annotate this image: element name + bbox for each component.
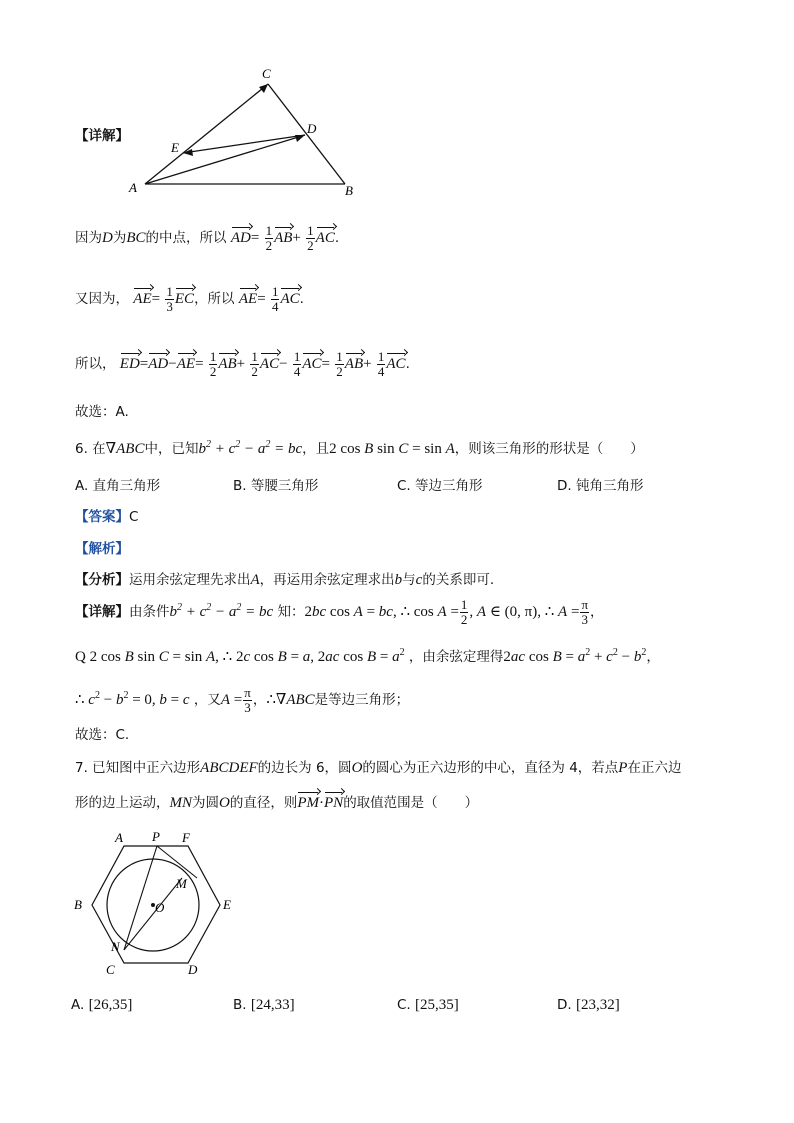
q6-option-d: D. 钝角三角形: [557, 478, 644, 494]
fig2-label-P: P: [152, 829, 160, 844]
q6-choice: 故选：C.: [75, 727, 130, 743]
q6-stem: 6. 在∇ABC中，已知$b^2 + c^2 - a^2$ = bc，且2 cos B sin C = sin A，则该三角形的形状是（ ）: [75, 439, 644, 457]
detail-line-1: 因为D为BC的中点，所以 AD= $\frac{1}{2}$ AB+ $\frac{1}{2}$ AC.: [75, 223, 340, 253]
q6-option-a: A. 直角三角形: [75, 478, 161, 494]
fig2-label-E: E: [223, 897, 231, 912]
q6-xiangjie-line-3: ∴ $c^2 - b^2 = 0$, b = c ，又A = $\frac{\pi}{3}$ ，∴∇ABC是等边三角形；: [75, 685, 410, 715]
detail-line-2: 又因为， AE= $\frac{1}{3}$ EC，所以 AE= $\frac{1}{4}$ AC.: [75, 284, 304, 314]
q7-option-c: C. [25,35]: [397, 997, 459, 1013]
fig2-label-M: M: [176, 876, 187, 891]
fig1-label-B: B: [345, 183, 353, 198]
fig2-label-A: A: [115, 830, 123, 845]
q6-analysis-label: 【解析】: [75, 541, 129, 557]
detail-label: 【详解】: [75, 128, 129, 144]
q6-option-b: B. 等腰三角形: [233, 478, 319, 494]
fig1-label-C: C: [262, 66, 271, 81]
q6-xiangjie-line-1: 【详解】由条件$b^2 + c^2 - a^2$ = bc 知：2bc cos A = bc, ∴ cos A = $\frac{1}{2}$ , A ∈ (0, π), ∴ A = $\frac{\pi}{3}$ ，: [75, 597, 604, 627]
q6-option-c: C. 等边三角形: [397, 478, 483, 494]
triangle-figure: [125, 62, 365, 202]
q7-stem-line-1: 7. 已知图中正六边形ABCDEF的边长为 6，圆O的圆心为正六边形的中心，直径为 4，若点P在正六边: [75, 760, 682, 776]
fig1-label-A: A: [129, 180, 137, 195]
q6-xiangjie-line-2: Q 2 cos B sin C = sin A, ∴ 2c cos B = a, 2ac $\cos B = a^2$ ，由余弦定理得2ac $\cos B = a^2 + c^2 - b^2$，: [75, 647, 660, 665]
fig2-label-F: F: [182, 830, 190, 845]
q7-option-b: B. [24,33]: [233, 997, 295, 1013]
q7-option-d: D. [23,32]: [557, 997, 620, 1013]
fig2-label-O: O: [155, 900, 165, 915]
q7-stem-line-2: 形的边上运动，MN为圆O的直径，则PM·PN的取值范围是（ ）: [75, 795, 479, 811]
fig2-label-B: B: [74, 897, 82, 912]
choice-5: 故选：A.: [75, 404, 129, 420]
q6-fenxi: 【分析】运用余弦定理先求出A，再运用余弦定理求出b与c的关系即可.: [75, 572, 495, 588]
detail-line-3: 所以， ED=AD−AE= $\frac{1}{2}$ AB+ $\frac{1}{2}$ AC− $\frac{1}{4}$ AC= $\frac{1}{2}$ AB+ $\frac{1}{4}$ AC.: [75, 349, 410, 379]
q7-option-a: A. [26,35]: [71, 997, 133, 1013]
fig1-label-D: D: [307, 121, 317, 136]
q6-answer: 【答案】C: [75, 509, 139, 525]
fig2-label-D: D: [188, 962, 198, 977]
fig2-label-C: C: [106, 962, 115, 977]
hexagon-figure: [68, 826, 248, 981]
fig2-label-N: N: [111, 939, 120, 954]
fig1-label-E: E: [171, 140, 179, 155]
